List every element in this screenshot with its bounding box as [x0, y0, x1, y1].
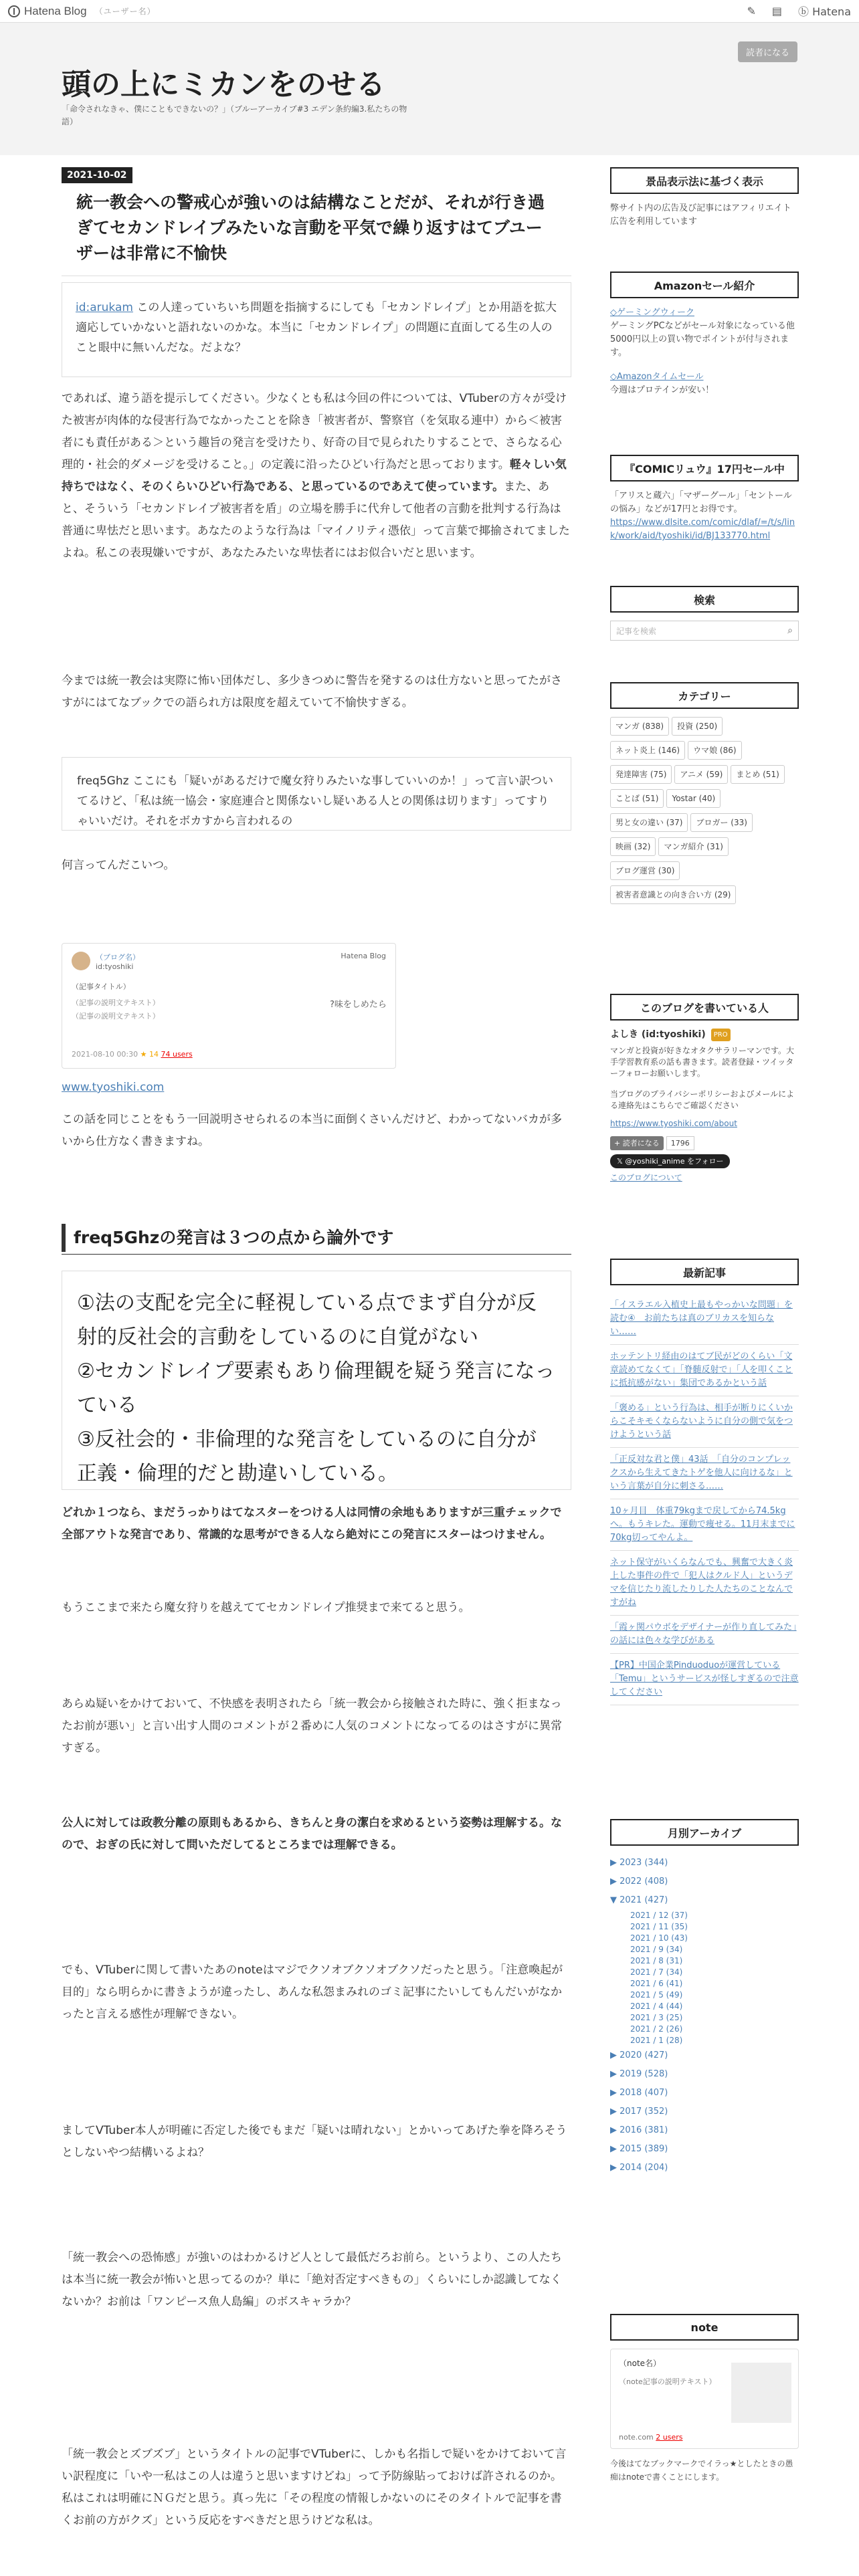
- module-title: Amazonセール紹介: [610, 272, 799, 298]
- paragraph-5: もうここまで来たら魔女狩りを越えててセカンドレイプ推奨まで来てると思う。: [62, 1601, 470, 1614]
- note-line: （note記事の説明テキスト）: [619, 2377, 717, 2386]
- card-title: （記事タイトル）: [72, 982, 130, 991]
- comic-text: 「アリスと蔵六」「マザーグール」「セントールの悩み」などが17円とお得です。: [610, 491, 792, 514]
- hatena-logo-icon: [8, 5, 20, 17]
- category-tag[interactable]: ネット炎上 (146): [610, 741, 685, 760]
- card-blog-name: （ブログ名）: [96, 953, 140, 962]
- archive-month-link[interactable]: 2021 / 2 (26): [630, 2024, 683, 2034]
- module-title: 最新記事: [610, 1259, 799, 1285]
- module-title: このブログを書いている人: [610, 994, 799, 1021]
- archive-month[interactable]: [610, 1978, 799, 1990]
- bold-paragraph-2: 公人に対しては政教分離の原則もあるから、きちんと身の潔白を求めるという姿勢は理解する。なので、おぎの氏に対して問いただしてるところまでは理解できる。: [62, 1816, 562, 1852]
- archive-year-link[interactable]: ▼ 2021 (427): [610, 1895, 668, 1905]
- card-desc-2: （記事の説明文テキスト）: [72, 1012, 160, 1021]
- category-tag[interactable]: マンガ紹介 (31): [658, 837, 728, 856]
- archive-month[interactable]: [610, 1910, 799, 1921]
- subscribe-button[interactable]: 読者になる: [738, 41, 797, 62]
- note-source: note.com: [619, 2433, 654, 2442]
- paragraph-9: 「統一教会への恐怖感」が強いのはわかるけど人として最低だろお前ら。というより、この人たちは本当に統一教会が怖いと思ってるのか？単に「絶対否定すべきもの」くらいにしか認識してなくないか？お前は「ワンピース魚人島編」のボスキャラか？: [62, 2251, 562, 2309]
- archive-year[interactable]: [610, 1854, 799, 1872]
- point-2: ②セカンドレイプ要素もあり倫理観を疑う発言になっている: [77, 1360, 555, 1417]
- archive-year[interactable]: [610, 2140, 799, 2159]
- paragraph-6: あらぬ疑いをかけておいて、不快感を表明されたら「統一教会から接触された時に、強く拒まなったお前が悪い」と言い出す人間のコメントが２番めに人気のコメントになってるのはさすがに異常すぎる。: [62, 1697, 562, 1755]
- recent-entry: [610, 1345, 799, 1396]
- archive-year-link[interactable]: ▶ 2019 (528): [610, 2069, 668, 2079]
- archive-year[interactable]: [610, 2103, 799, 2121]
- module-title: note: [610, 2314, 799, 2341]
- follow-label: @yoshiki_anime をフォロー: [625, 1157, 724, 1166]
- archive-month-link[interactable]: 2021 / 10 (43): [630, 1933, 688, 1943]
- module-title: 検索: [610, 586, 799, 613]
- archive-year[interactable]: [610, 2121, 799, 2140]
- dashboard-icon[interactable]: ▤: [771, 5, 782, 17]
- category-tag[interactable]: 男と女の違い (37): [610, 813, 688, 832]
- recent-entry-link[interactable]: ネット保守がいくらなんでも、興奮で大きく炎上した事件の件で「犯人はクルド人」というデマを信じたり流したりした人たちのことなんですがね: [610, 1558, 793, 1608]
- archive-year-link[interactable]: ▶ 2023 (344): [610, 1858, 668, 1868]
- archive-month[interactable]: [610, 1933, 799, 1944]
- section-heading: freq5Ghzの発言は３つの点から論外です: [62, 1224, 571, 1252]
- archive-month[interactable]: [610, 1921, 799, 1933]
- archive-year[interactable]: [610, 1872, 799, 1891]
- archive-month[interactable]: [610, 2001, 799, 2012]
- card-footer: [72, 1050, 193, 1059]
- module-category: [610, 682, 799, 909]
- paragraph-7: でも、VTuberに関して書いたあのnoteはマジでクソオブクソオブクソだったと思う。「注意喚起が目的」なら明らかに書きようが違ったし、あんな私怨まみれのゴミ記事にたいしてもんだいがなかったと言える感性が理解できない。: [62, 1963, 563, 2021]
- category-tag[interactable]: ブロガー (33): [690, 813, 752, 832]
- archive-month-link[interactable]: 2021 / 7 (34): [630, 1967, 683, 1977]
- category-tag[interactable]: アニメ (59): [674, 765, 728, 784]
- site-link[interactable]: www.tyoshiki.com: [62, 1081, 165, 1094]
- quote-text: この人達っていちいち問題を指摘するにしても「セカンドレイプ」とか用語を拡大適応していかないと語れないのかな。本当に「セカンドレイプ」の問題に直面してる生の人のこと眼中に無いんだな。だよな？: [76, 301, 557, 354]
- point-3: ③反社会的・非倫理的な発言をしているのに自分が正義・倫理的だと勘違いしている。: [77, 1428, 537, 1485]
- paragraph-3: 何言ってんだこいつ。: [62, 859, 175, 872]
- search-placeholder: 記事を検索: [616, 626, 657, 636]
- archive-month-link[interactable]: 2021 / 3 (25): [630, 2013, 683, 2022]
- recent-entry: [610, 1654, 799, 1705]
- user-menu[interactable]: （ユーザー名）: [94, 7, 156, 16]
- point-1: ①法の支配を完全に軽視している点でまず自分が反射的反社会的言動をしているのに自覚がない: [77, 1291, 537, 1349]
- recent-entry: [610, 1396, 799, 1448]
- blog-description: 「命令されなきゃ、僕にこともできないの？」（ブルーアーカイブ#3 エデン条約編3.私たちの物語）: [62, 104, 407, 126]
- blog-title[interactable]: 頭の上にミカンをのせる: [62, 68, 385, 102]
- recent-entry-link[interactable]: 「イスラエル入植史上最もやっかいな問題」を読む④ お前たちは真のブリカスを知らない……: [610, 1300, 793, 1337]
- archive-month[interactable]: [610, 2012, 799, 2024]
- card-overflow: ?味をしめたら: [330, 1000, 387, 1010]
- archive-year-link[interactable]: ▶ 2014 (204): [610, 2163, 668, 2173]
- note-users: 2 users: [656, 2433, 683, 2442]
- archive-year[interactable]: [610, 2159, 799, 2177]
- paragraph-1: [62, 388, 571, 564]
- category-tag[interactable]: Yostar (40): [666, 789, 721, 808]
- recent-entry-link[interactable]: ホッテントリ経由のはてブ民がどのくらい「文章読めてなくて」「脊髄反射で」「人を叩くことに抵抗感がない」集団であるかという話: [610, 1352, 793, 1388]
- archive-year-link[interactable]: ▶ 2016 (381): [610, 2125, 668, 2135]
- entry-title[interactable]: 統一教会への警戒心が強いのは結構なことだが、それが行き過ぎてセカンドレイプみたいな言動を平気で繰り返すはてブユーザーは非常に不愉快: [76, 193, 545, 263]
- archive-year[interactable]: [610, 2084, 799, 2103]
- module-comic: [610, 455, 799, 543]
- module-title: 『COMICリュウ』17円セール中: [610, 455, 799, 481]
- archive-year[interactable]: [610, 2065, 799, 2084]
- quote-user-link[interactable]: id:arukam: [76, 301, 133, 314]
- entry-main: [62, 167, 571, 2527]
- blog-header: [0, 23, 859, 155]
- card-hatena-label: Hatena Blog: [341, 952, 386, 960]
- category-tag[interactable]: ウマ娘 (86): [688, 741, 741, 760]
- hatena-label: Hatena: [812, 5, 851, 18]
- archive-year-link[interactable]: ▶ 2022 (408): [610, 1876, 668, 1887]
- bold-paragraph-1: どれか１つなら、まだうっかりはてなスターをつける人は同情の余地もありますが三重チェックで全部アウトな発言であり、常識的な思考ができる人なら絶対にこの発言にスターはつけません。: [62, 1506, 562, 1541]
- about-url[interactable]: https://www.tyoshiki.com/about: [610, 1119, 737, 1128]
- card-id: id:tyoshiki: [96, 962, 134, 971]
- module-text: 弊サイト内の広告及び記事にはアフィリエイト広告を利用しています: [610, 203, 791, 227]
- recent-entry-link[interactable]: 「正反対な君と僕」43話 「自分のコンプレックスから生えてきたトゲを他人に向けるな」という言葉が自分に刺さる……: [610, 1455, 793, 1491]
- card-date: 2021-08-10 00:30: [72, 1050, 138, 1059]
- profile-name[interactable]: よしき (id:tyoshiki): [610, 1029, 706, 1040]
- recent-entry-link[interactable]: 10ヶ月目 体重79kgまで戻してから74.5kgへ。もうキレた。運動で痩せる。11月末までに70kg切ってやんよ。: [610, 1506, 795, 1543]
- amazon-text-3: 今週はプロテインが安い！: [610, 385, 714, 395]
- archive-month[interactable]: [610, 1955, 799, 1967]
- archive-month-link[interactable]: 2021 / 1 (28): [630, 2036, 683, 2045]
- blockquote-2: freq5Ghz ここにも「疑いがあるだけで魔女狩りみたいな事していいのか！」って言い訳ついてるけど、「私は統一協会・家庭連合と関係ないし疑いある人との関係は切ります」ってすりゃいいだけ。それをボカすから言われるの: [62, 757, 571, 831]
- recent-entry: [610, 1616, 799, 1654]
- paragraph-4: この話を同じことをもう一回説明させられるの本当に面倒くさいんだけど、わかってないバカが多いから仕方なく書きますね。: [62, 1113, 562, 1148]
- archive-month-link[interactable]: 2021 / 11 (35): [630, 1922, 688, 1931]
- archive-month-link[interactable]: 2021 / 8 (31): [630, 1956, 683, 1965]
- module-search: [610, 586, 799, 641]
- archive-month-link[interactable]: 2021 / 9 (34): [630, 1945, 683, 1954]
- paragraph-1a: であれば、違う語を提示してください。少なくとも私は今回の件については、VTuberの方々が受けた被害が肉体的な侵害行為でなかったことを除き「被害者が、警察官（を気取る連中）から＜被害者にも責任がある＞という趣旨の発言を受けたり、好奇の目で見られたりすることで、さらなる心理的・社会的ダメージを受けること。」の定義に沿ったひどい行為だと思っております。: [62, 392, 567, 471]
- archive-year[interactable]: [610, 1891, 799, 1910]
- hatena-menu[interactable]: ⓑ Hatena: [798, 5, 851, 18]
- pro-badge: PRO: [711, 1029, 731, 1041]
- follow-button[interactable]: 𝕏 @yoshiki_anime をフォロー: [610, 1154, 730, 1168]
- recent-entry: [610, 1448, 799, 1499]
- blockquote-1: [62, 282, 571, 377]
- comic-link[interactable]: https://www.dlsite.com/comic/dlaf/=/t/s/link/work/aid/tyoshiki/id/BJ133770.html: [610, 518, 795, 541]
- archive-month[interactable]: [610, 2024, 799, 2035]
- recent-entry: [610, 1499, 799, 1551]
- category-tag[interactable]: 投資 (250): [672, 717, 723, 736]
- recent-entry: [610, 1293, 799, 1345]
- note-footer: [619, 2433, 683, 2442]
- module-ad-disclosure: [610, 167, 799, 229]
- search-input[interactable]: [610, 621, 799, 641]
- brand-label: Hatena Blog: [24, 4, 87, 17]
- archive-year-link[interactable]: ▶ 2017 (352): [610, 2107, 668, 2117]
- avatar: [72, 952, 90, 970]
- profile-desc: マンガと投資が好きなオタクサラリーマンです。大手学習教育系の話も書きます。読者登録・ツイッターフォローお願いします。: [610, 1046, 795, 1078]
- module-title: カテゴリー: [610, 682, 799, 709]
- card-desc-1: （記事の説明文テキスト）: [72, 998, 160, 1007]
- amazon-text-1: ゲーミングPCなどがセール対象になっている他: [610, 321, 795, 331]
- blog-card[interactable]: [62, 943, 396, 1069]
- category-tag[interactable]: 被害者意識との向き合い方 (29): [610, 885, 736, 904]
- category-tag[interactable]: 映画 (32): [610, 837, 656, 856]
- note-thumbnail: [731, 2363, 791, 2423]
- card-stars: ★ 14: [140, 1050, 159, 1059]
- paragraph-1c: また、あと、そういう「セカンドレイプ被害者を盾」の立場を勝手に代弁して他者の言動を批判する行為は普通に卑怯だと思います。あなたのような行為は「マイノリティ憑依」って言葉で揶揄されてましたよね。私この表現嫌いですが、あなたみたいな卑怯者にはお似合いだと思います。: [62, 480, 570, 560]
- module-recent: [610, 1259, 799, 1705]
- category-tag[interactable]: ブログ運営 (30): [610, 861, 680, 880]
- entry-date[interactable]: 2021-10-02: [62, 167, 132, 183]
- archive-month[interactable]: [610, 1944, 799, 1955]
- category-tag[interactable]: ことば (51): [610, 789, 664, 808]
- archive-year[interactable]: [610, 2046, 799, 2065]
- gaming-week-link[interactable]: ◇ゲーミングウィーク: [610, 308, 694, 318]
- archive-month[interactable]: [610, 2035, 799, 2046]
- category-tag[interactable]: 発達障害 (75): [610, 765, 672, 784]
- amazon-text-2: 5000円以上の買い物でポイントが付与されます。: [610, 334, 789, 358]
- readers-count: 1796: [666, 1136, 694, 1150]
- about-blog-link[interactable]: このブログについて: [610, 1173, 682, 1182]
- recent-entry-link[interactable]: 【PR】中国企業Pinduoduoが運営している「Temu」というサービスが怪しすぎるので注意してください: [610, 1660, 799, 1697]
- module-archive: [610, 1819, 799, 2177]
- timesale-link[interactable]: ◇Amazonタイムセール: [610, 372, 704, 382]
- module-amazon: [610, 272, 799, 397]
- recent-list: [610, 1293, 799, 1705]
- privacy-text: 当ブログのプライバシーポリシーおよびメールによる連絡先はこちらでご確認ください: [610, 1089, 795, 1110]
- module-title: 景品表示法に基づく表示: [610, 167, 799, 194]
- paragraph-10: 「統一教会とズブズブ」というタイトルの記事でVTuberに、しかも名指しで疑いをかけておいて言い訳程度に「いや一私はこの人は違うと思いますけどね」って予防線貼っておけば許されるのか。私はこれは明確にＮＧだと思う。真っ先に「その程度の情報しかないのにそのタイトルで記事を書くお前の方がクズ」という反応をすべきだと思うけどな私は。: [62, 2448, 567, 2527]
- note-text: 今後はてなブックマークでイラっ★としたときの愚痴はnoteで書くことにします。: [610, 2459, 793, 2482]
- category-tag[interactable]: まとめ (51): [731, 765, 784, 784]
- archive-month[interactable]: [610, 1990, 799, 2001]
- category-tag[interactable]: マンガ (838): [610, 717, 669, 736]
- points-box: [62, 1271, 571, 1490]
- module-profile: [610, 994, 799, 1184]
- archive-month-link[interactable]: 2021 / 12 (37): [630, 1911, 688, 1920]
- archive-list: [610, 1854, 799, 2177]
- archive-year-link[interactable]: ▶ 2020 (427): [610, 2050, 668, 2060]
- archive-month[interactable]: [610, 1967, 799, 1978]
- note-card[interactable]: [610, 2349, 799, 2449]
- paragraph-8: ましてVTuber本人が明確に否定した後でもまだ「疑いは晴れない」とかいってあげた拳を降ろそうとしないやつ結構いるよね？: [62, 2124, 567, 2159]
- hatena-blog-logo[interactable]: [8, 5, 87, 18]
- module-title: 月別アーカイブ: [610, 1819, 799, 1846]
- archive-month-link[interactable]: 2021 / 4 (44): [630, 2002, 683, 2011]
- note-name: （note名）: [619, 2359, 662, 2368]
- readers-button[interactable]: + 読者になる: [610, 1136, 664, 1150]
- category-tags: [610, 717, 799, 909]
- module-note: [610, 2314, 799, 2484]
- card-users: 74 users: [161, 1050, 193, 1059]
- archive-month-link[interactable]: 2021 / 5 (49): [630, 1990, 683, 2000]
- paragraph-1-bold: 軽々しい気持ちではなく、そのくらいひどい行為である、と思っているのであえて使っています。: [62, 458, 567, 494]
- recent-entry-link[interactable]: 「霞ヶ関パウボをデザイナーが作り直してみた」の話には色々な学びがある: [610, 1622, 797, 1646]
- top-bar: [0, 0, 859, 23]
- archive-month-link[interactable]: 2021 / 6 (41): [630, 1979, 683, 1988]
- paragraph-2: 今までは統一教会は実際に怖い団体だし、多少きつめに警告を発するのは仕方ないと思ってたがさすがにはてなブックでの語られ方は限度を超えていて不愉快すぎる。: [62, 674, 562, 710]
- archive-year-link[interactable]: ▶ 2018 (407): [610, 2088, 668, 2098]
- archive-year-link[interactable]: ▶ 2015 (389): [610, 2144, 668, 2154]
- edit-icon[interactable]: ✎: [747, 5, 756, 17]
- recent-entry: [610, 1551, 799, 1616]
- recent-entry-link[interactable]: 「褒める」という行為は、相手が断りにくいからこそキモくならないように自分の側で気をつけようという話: [610, 1403, 793, 1440]
- search-icon[interactable]: ⌕: [787, 625, 793, 636]
